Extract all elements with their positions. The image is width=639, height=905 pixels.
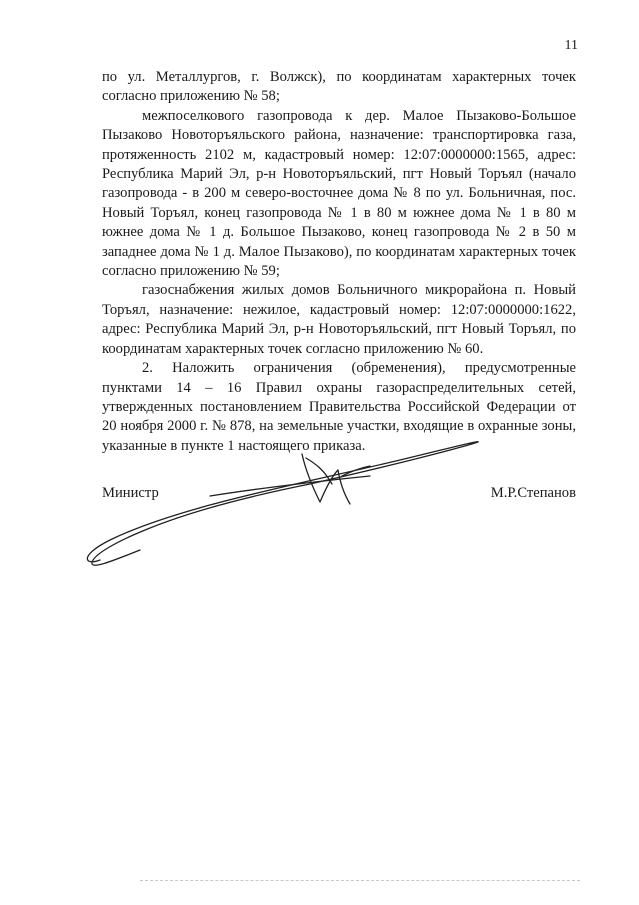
paragraph-4: 2. Наложить ограничения (обременения), предусмотренные пунктами 14 – 16 Правил охраны газораспределительных сетей, утвержденных постановлением Правительства Российской Федерации от 20 ноября 2000 г. № 878, на земельные участки, входящие в охранные зоны, указанные в пункте 1 настоящего приказа. xyxy=(102,360,576,454)
signatory-name: М.Р.Степанов xyxy=(490,485,576,501)
handwritten-signature xyxy=(70,432,490,582)
paragraph-2: межпоселкового газопровода к дер. Малое Пызаково-Большое Пызаково Новоторъяльского района, назначение: транспортировка газа, протяженность 2102 м, кадастровый номер: 12:07:0000000:1565, адрес: Республика Марий Эл, р-н Новоторъяльский, пгт Новый Торъял (начало газопровода - в 200 м северо-восточнее дома № 8 по ул. Больничная, пос. Новый Торъял, конец газопровода № 1 в 80 м южнее дома № 1 в 80 м южнее дома № 1 д. Большое Пызаково, конец газопровода № 2 в 50 м западнее дома № 1 д. Малое Пызаково), по координатам характерных точек согласно приложению № 59; xyxy=(102,107,576,280)
signatory-title: Министр xyxy=(102,485,159,501)
footer-divider xyxy=(140,880,580,882)
page-number: 11 xyxy=(564,38,578,53)
document-body xyxy=(102,68,576,456)
paragraph-3: газоснабжения жилых домов Больничного микрорайона п. Новый Торъял, назначение: нежилое, кадастровый номер: 12:07:0000000:1622, адрес: Республика Марий Эл, р-н Новоторъяльский, пгт Новый Торъял, по координатам характерных точек согласно приложению № 60. xyxy=(102,282,576,357)
paragraph-1: по ул. Металлургов, г. Волжск), по координатам характерных точек согласно приложению № 58; xyxy=(102,69,576,105)
